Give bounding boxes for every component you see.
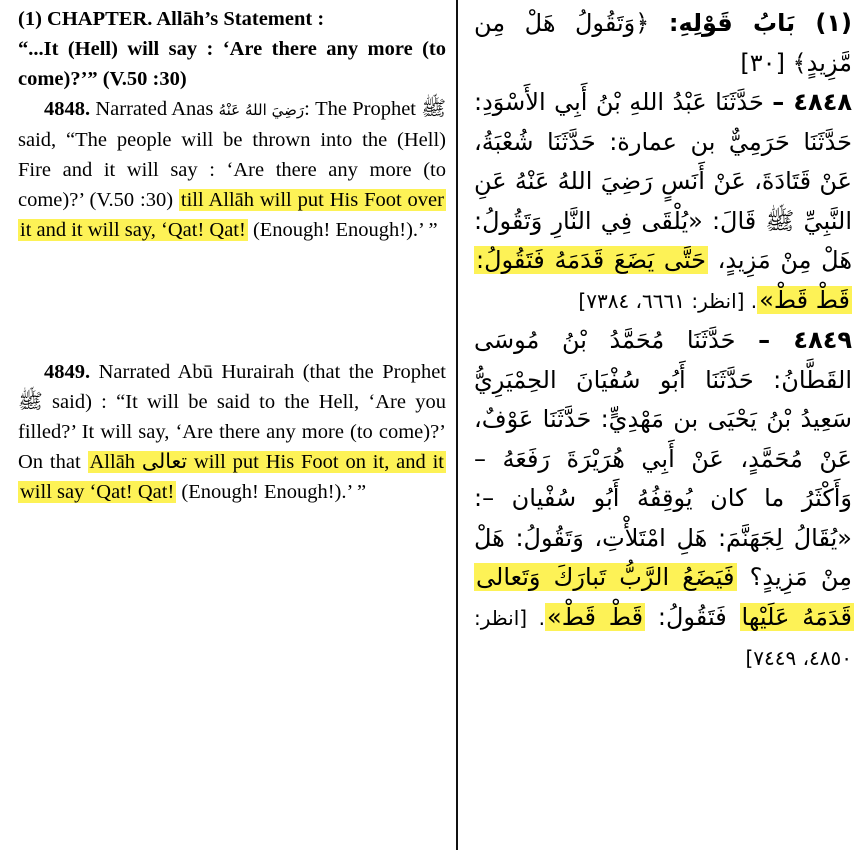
highlighted-text: till Allāh will put His Foot over it and it will say, ‘Qat! Qat! <box>20 189 444 241</box>
arabic-column <box>474 4 852 679</box>
hadith-text-end: (Enough! Enough!).’ ” <box>176 481 367 503</box>
cross-reference: . [انظر: ٤٨٥٠، ٧٤٤٩] <box>474 605 852 670</box>
english-column <box>18 4 446 507</box>
hadith-number-arabic: ٤٨٤٨ – <box>772 88 852 116</box>
hadith-number: 4848. <box>44 98 91 120</box>
column-divider <box>456 0 458 850</box>
hadith-4848-english <box>18 94 446 245</box>
hadith-text-arabic: حَدَّثَنَا عَبْدُ اللهِ بْنُ أَبِي الأَسْوَدِ: حَدَّثَنَا حَرَمِيٌّ بن عمارة: حَدَّثَنَا شُعْبَةُ، عَنْ قَتَادَةَ، عَنْ أَنَسٍ رَضِيَ اللهُ عَنْهُ عَنِ النَّبِيِّ ﷺ قَالَ: «يُلْقَى فِي النَّارِ وَتَقُولُ: هَلْ مِنْ مَزِيدٍ، <box>474 88 852 274</box>
chapter-heading-arabic <box>474 4 852 83</box>
cross-reference: . [انظر: ٦٦٦١، ٧٣٨٤] <box>578 288 758 313</box>
highlighted-text-arabic: حَتَّى يَضَعَ قَدَمَهُ فَتَقُولُ: قَطْ قَطْ» <box>476 246 850 314</box>
chapter-title: (1) CHAPTER. Allāh’s Statement : <box>18 8 325 30</box>
hadith-number-arabic: ٤٨٤٩ – <box>758 326 853 354</box>
hadith-4849-arabic <box>474 321 852 679</box>
honorific: رَضِيَ اللهُ عَنْهُ <box>218 101 305 119</box>
chapter-title-arabic: (١) بَابُ قَوْلِهِ: <box>668 9 852 37</box>
hadith-text-end: (Enough! Enough!).’ ” <box>247 219 438 241</box>
chapter-quote: “...It (Hell) will say : ‘Are there any more (to come)?’” (V.50 :30) <box>18 38 446 90</box>
hadith-text-arabic-2: فَتَقُولُ: <box>645 602 740 631</box>
hadith-4848-arabic <box>474 83 852 321</box>
hadith-intro: Narrated Anas <box>90 98 219 120</box>
hadith-text-arabic: حَدَّثَنَا مُحَمَّدُ بْنُ مُوسَى القَطَّانُ: حَدَّثَنَا أَبُو سُفْيَانَ الحِمْيَرِيُّ سَعِيدُ بْنُ يَحْيَى بن مَهْدِيٍّ: حَدَّثَنَا عَوْفٌ، عَنْ مُحَمَّدٍ، عَنْ أَبِي هُرَيْرَةَ رَفَعَهُ – وَأَكْثَرُ ما كان يُوقِفُهُ أَبُو سُفْيان –: «يُقَالُ لِجَهَنَّمَ: هَلِ امْتَلأْتِ، وَتَقُولُ: هَلْ مِنْ مَزِيدٍ؟ <box>474 326 852 591</box>
hadith-4849-english <box>18 357 446 507</box>
chapter-quote-arabic: ﴿وَتَقُولُ هَلْ مِن مَّزِيدٍ﴾ [٣٠] <box>474 9 852 77</box>
highlighted-text-arabic: فَيَضَعُ الرَّبُّ تَبارَكَ وَتَعالى قَدَمَهُ عَلَيْها <box>476 563 853 631</box>
highlighted-text-arabic-2: قَطْ قَطْ» <box>547 602 644 631</box>
hadith-number: 4849. <box>44 361 91 383</box>
highlighted-text: Allāh تعالى will put His Foot on it, and it will say ‘Qat! Qat! <box>20 451 445 503</box>
hadith-text: Narrated Abū Hurairah (that the Prophet ﷺ said) : “It will be said to the Hell, ‘Are you filled?’ It will say, ‘Are there any more (to come)?’ On that <box>18 361 446 473</box>
spacer <box>18 245 446 357</box>
hadith-text: : The Prophet ﷺ said, “The people will be thrown into the (Hell) Fire and it will say : ‘Are there any more (to come)?’ (V.50 :30) <box>18 98 447 211</box>
chapter-heading <box>18 4 446 94</box>
